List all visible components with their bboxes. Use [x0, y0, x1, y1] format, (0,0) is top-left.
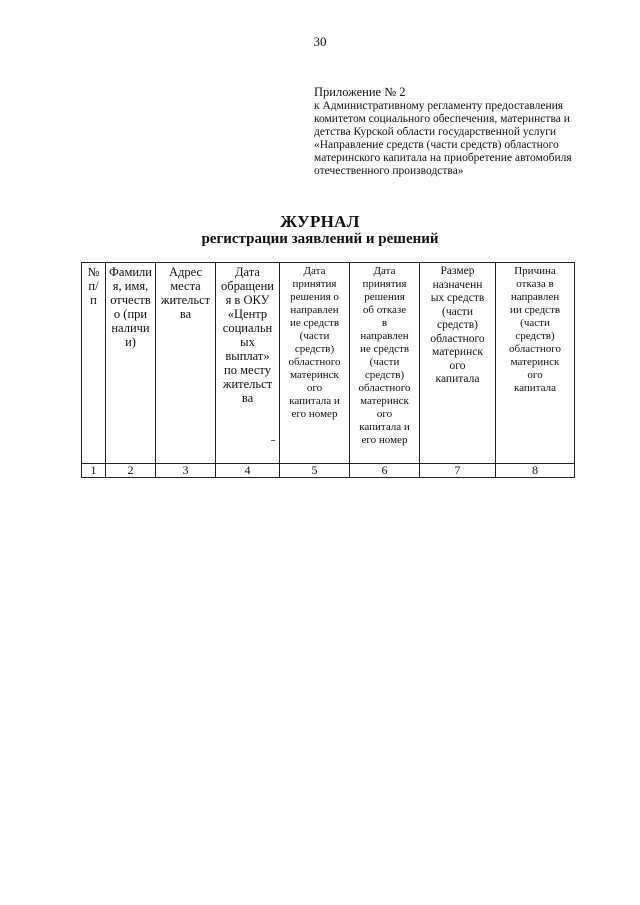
column-number: 6	[350, 464, 420, 478]
header-cell	[280, 263, 350, 464]
header-cell	[106, 263, 156, 464]
header-cell	[420, 263, 496, 464]
header-row-number: № п/ п	[87, 265, 100, 307]
journal-subtitle: регистрации заявлений и решений	[201, 231, 439, 247]
table-number-row	[82, 464, 575, 478]
header-cell	[156, 263, 216, 464]
column-number: 3	[156, 464, 216, 478]
header-refusal-reason: Причина отказа в направлен ии средств (части средств) областного материнск ого капитала	[508, 265, 561, 394]
appendix-block	[314, 86, 604, 178]
journal-title: ЖУРНАЛ	[280, 212, 360, 231]
column-number: 5	[280, 464, 350, 478]
header-refusal-date: Дата принятия решения об отказе в направлен ие средств (части средств) областного материнск ого капитала и его номер	[358, 265, 411, 446]
header-cell	[216, 263, 280, 464]
header-cell	[496, 263, 575, 464]
column-number: 4	[216, 464, 280, 478]
table-header-row	[82, 263, 575, 464]
journal-table	[81, 262, 575, 478]
scan-artifact	[271, 440, 275, 441]
column-number: 7	[420, 464, 496, 478]
header-approval-date: Дата принятия решения о направлен ие средств (части средств) областного материнск ого капитала и его номер	[288, 265, 341, 420]
header-full-name: Фамили я, имя, отчеств о (при наличи и)	[109, 265, 152, 349]
column-number: 2	[106, 464, 156, 478]
header-cell	[82, 263, 106, 464]
appendix-body: к Административному регламенту предоставления комитетом социального обеспечения, материнства и детства Курской области государственной услуги «Направление средств (части средств) областного материнского капитала на приобретение автомобиля отечественного производства»	[314, 100, 572, 177]
header-cell	[350, 263, 420, 464]
header-application-date: Дата обращени я в ОКУ «Центр социальн ых выплат» по месту жительст ва	[221, 265, 274, 405]
header-amount: Размер назначенн ых средств (части средств) областного материнск ого капитала	[430, 265, 485, 385]
column-number: 1	[82, 464, 106, 478]
page-number: 30	[313, 34, 327, 49]
column-number: 8	[496, 464, 575, 478]
header-address: Адрес места жительст ва	[160, 265, 211, 321]
appendix-title: Приложение № 2	[314, 85, 406, 99]
